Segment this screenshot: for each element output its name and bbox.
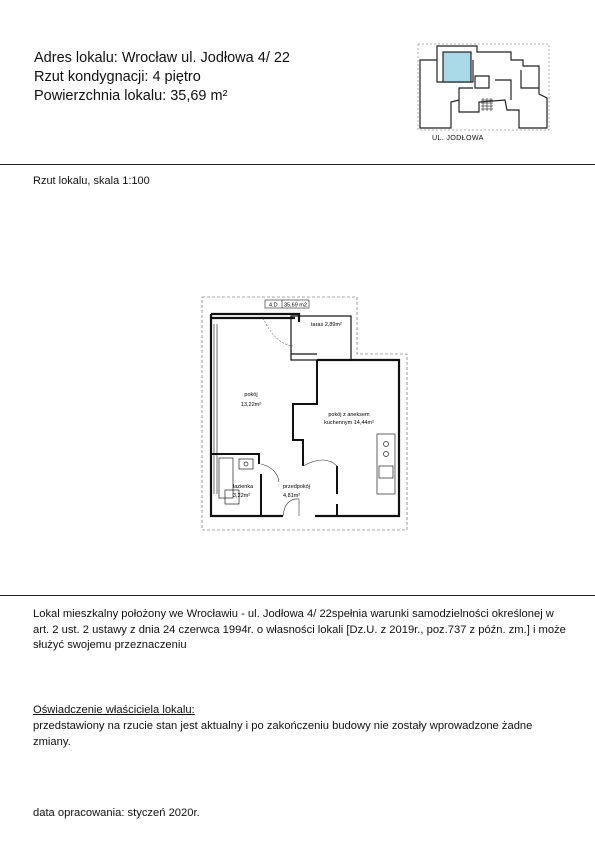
floor-label: Rzut kondygnacji: (34, 69, 149, 85)
area-value: 35,69 m² (170, 88, 228, 104)
hall-name: przedpokój (283, 484, 310, 490)
owner-statement-title: Oświadczenie właściciela lokalu: (33, 704, 195, 716)
header (0, 0, 595, 164)
scale-label: Rzut lokalu, skala 1:100 (33, 175, 150, 187)
area-line (34, 87, 227, 105)
bath-name: łazienka (233, 484, 254, 490)
room2-name: pokój z aneksem (328, 412, 370, 418)
room1-name: pokój (244, 392, 258, 398)
bath-area: 3,22m² (233, 493, 251, 499)
room2-area: kuchennym 14,44m² (324, 420, 374, 426)
floor-plan (199, 294, 411, 534)
owner-statement-text: przedstawiony na rzucie stan jest aktualny i po zakończeniu budowy nie zostały wprowadzone żadne zmiany. (33, 720, 533, 748)
preparation-date: data opracowania: styczeń 2020r. (33, 807, 200, 819)
divider-bottom (0, 595, 595, 596)
terrace-label: taras 2,89m² (311, 322, 342, 328)
address-value: Wrocław ul. Jodłowa 4/ 22 (121, 50, 291, 66)
divider-top (0, 164, 595, 165)
floor-value: 4 piętro (152, 69, 201, 85)
address-label: Adres lokalu: (34, 50, 118, 66)
hall-area: 4,81m² (283, 493, 301, 499)
highlighted-unit (443, 52, 471, 82)
floor-line (34, 68, 201, 86)
area-label: Powierzchnia lokalu: (34, 88, 167, 104)
room1-area: 13,22m² (240, 402, 262, 408)
address-line (34, 49, 290, 67)
legal-statement: Lokal mieszkalny położony we Wrocławiu - ul. Jodłowa 4/ 22spełnia warunki samodzielności określonej w art. 2 ust. 2 ustawy z dnia 24 czerwca 1994r. o własności lokali [Dz.U. z 2019r., poz.737 z późn. zm.] i może służyć swojemu przeznaczeniu (33, 608, 566, 651)
building-keyplan (415, 40, 550, 132)
street-label: UL. JODŁOWA (432, 133, 484, 142)
unit-tag-area: 35,69 m2 (284, 302, 307, 309)
unit-tag-id: 4.D (269, 302, 278, 309)
